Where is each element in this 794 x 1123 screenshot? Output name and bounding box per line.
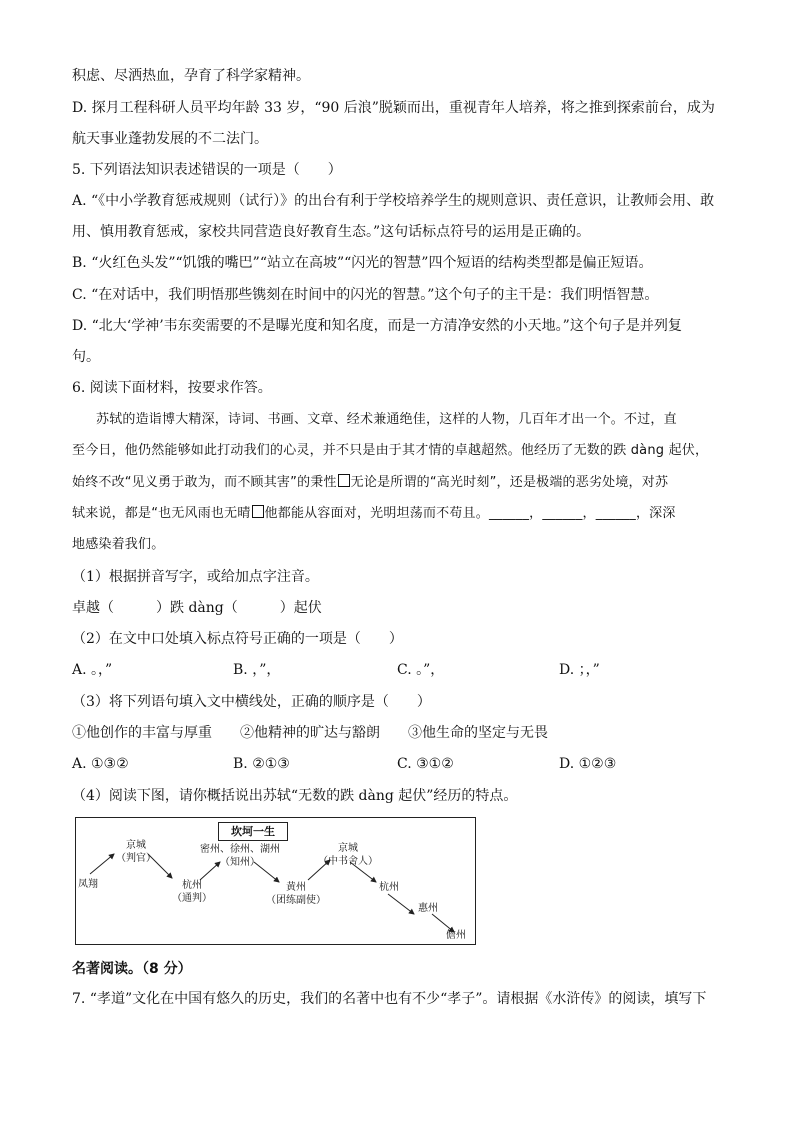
question-5: 5. 下列语法知识表述错误的一项是（ ）: [72, 162, 342, 178]
s2-option-c: C. 。”，: [397, 662, 445, 678]
option-d-line-1: D. 探月工程科研人员平均年龄 33 岁，“90 后浪”脱颖而出，重视青年人培养，将之推到探索前台，成为: [72, 100, 715, 116]
subquestion-1-fill: 卓越（ ）跌 dàng（ ）起伏: [72, 600, 322, 616]
passage-line-2: 至今日，他仍然能够如此打动我们的心灵，并不只是由于其才情的卓越超然。他经历了无数的跌 dàng 起伏，: [72, 443, 709, 458]
s2-option-d: D. ；，”: [559, 662, 600, 678]
arrow: [90, 854, 114, 874]
q5-option-d-line-1: D. “北大‘学神’韦东奕需要的不是曝光度和知名度，而是一方清净安然的小天地。”这个句子是并列复: [72, 318, 682, 334]
city-huangzhou: [266, 881, 326, 907]
q5-option-d-line-2: 句。: [72, 349, 100, 365]
s3-option-a: A. ①③②: [72, 756, 129, 772]
s3-option-c: C. ③①②: [397, 756, 454, 772]
city-role: （中书舍人）: [318, 856, 378, 867]
passage-line-4-part-2: 他都能从容面对，光明坦荡而不苟且。______，______，______，深深: [264, 506, 676, 521]
city-name: 京城: [338, 843, 358, 854]
diagram-title: 坎坷一生: [218, 822, 288, 841]
city-jingcheng-1: [116, 839, 156, 865]
option-d-line-2: 航天事业蓬勃发展的不二法门。: [72, 131, 268, 147]
passage-line-3: [72, 473, 668, 493]
city-danzhou: 儋州: [446, 930, 466, 941]
text-line: 积虑、尽洒热血，孕育了科学家精神。: [72, 68, 310, 84]
q5-option-a-line-2: 用、慎用教育惩戒，家校共同营造良好教育生态。”这句话标点符号的运用是正确的。: [72, 224, 591, 240]
city-role: （判官）: [116, 853, 156, 864]
city-name: 杭州: [182, 880, 202, 891]
s3-option-d: D. ①②③: [559, 756, 617, 772]
city-fengxiang: 凤翔: [78, 879, 98, 890]
blank-box: [338, 474, 350, 487]
subquestion-2: （2）在文中口处填入标点符号正确的一项是（ ）: [72, 631, 403, 647]
q5-option-a-line-1: A. “《中小学教育惩戒规则（试行）》的出台有利于学校培养学生的规则意识、责任意识，让教师会用、敢: [72, 193, 715, 209]
question-7: 7. “孝道”文化在中国有悠久的历史，我们的名著中也有不少“孝子”。请根据《水浒传》的阅读，填写下: [72, 991, 707, 1007]
city-huizhou: 惠州: [418, 903, 438, 914]
city-hangzhou-1: [172, 879, 212, 905]
blank-box: [252, 505, 264, 518]
passage-line-3-part-1: 始终不改“见义勇于敢为，而不顾其害”的秉性: [72, 475, 337, 490]
city-name: 密州、徐州、湖州: [200, 844, 280, 855]
arrow: [388, 894, 414, 914]
q5-option-c: C. “在对话中，我们明悟那些镌刻在时间中的闪光的智慧。”这个句子的主干是：我们明悟智慧。: [72, 287, 659, 303]
passage-line-4: [72, 504, 676, 524]
subquestion-3-items: ①他创作的丰富与厚重 ②他精神的旷达与豁朗 ③他生命的坚定与无畏: [72, 725, 548, 741]
city-role: （通判）: [172, 893, 212, 904]
subquestion-4: （4）阅读下图，请你概括说出苏轼“无数的跌 dàng 起伏”经历的特点。: [72, 788, 518, 804]
city-name: 京城: [126, 840, 146, 851]
city-mixuhu: [200, 843, 280, 869]
city-role: （知州）: [220, 857, 260, 868]
city-jingcheng-2: [318, 842, 378, 868]
s2-option-a: A. 。，”: [72, 662, 113, 678]
s3-option-b: B. ②①③: [233, 756, 290, 772]
subquestion-3: （3）将下列语句填入文中横线处，正确的顺序是（ ）: [72, 694, 431, 710]
passage-line-1: 苏轼的造诣博大精深，诗词、书画、文章、经术兼通绝佳，这样的人物，几百年才出一个。不过，直: [96, 412, 677, 427]
q5-option-b: B. “火红色头发”“饥饿的嘴巴”“站立在高坡”“闪光的智慧”四个短语的结构类型都是偏正短语。: [72, 255, 653, 271]
subquestion-1: （1）根据拼音写字，或给加点字注音。: [72, 569, 319, 585]
city-name: 黄州: [286, 882, 306, 893]
passage-line-4-part-1: 轼来说，都是“也无风雨也无晴: [72, 506, 251, 521]
career-diagram: [75, 817, 476, 945]
passage-line-5: 地感染着我们。: [72, 537, 165, 552]
s2-option-b: B. ，”，: [233, 662, 281, 678]
city-role: （团练副使）: [266, 895, 326, 906]
section-heading: 名著阅读。（8 分）: [72, 961, 192, 977]
question-6: 6. 阅读下面材料，按要求作答。: [72, 380, 272, 396]
passage-line-3-part-2: 无论是所谓的“高光时刻”，还是极端的恶劣处境，对苏: [350, 475, 669, 490]
city-hangzhou-2: 杭州: [379, 882, 399, 893]
